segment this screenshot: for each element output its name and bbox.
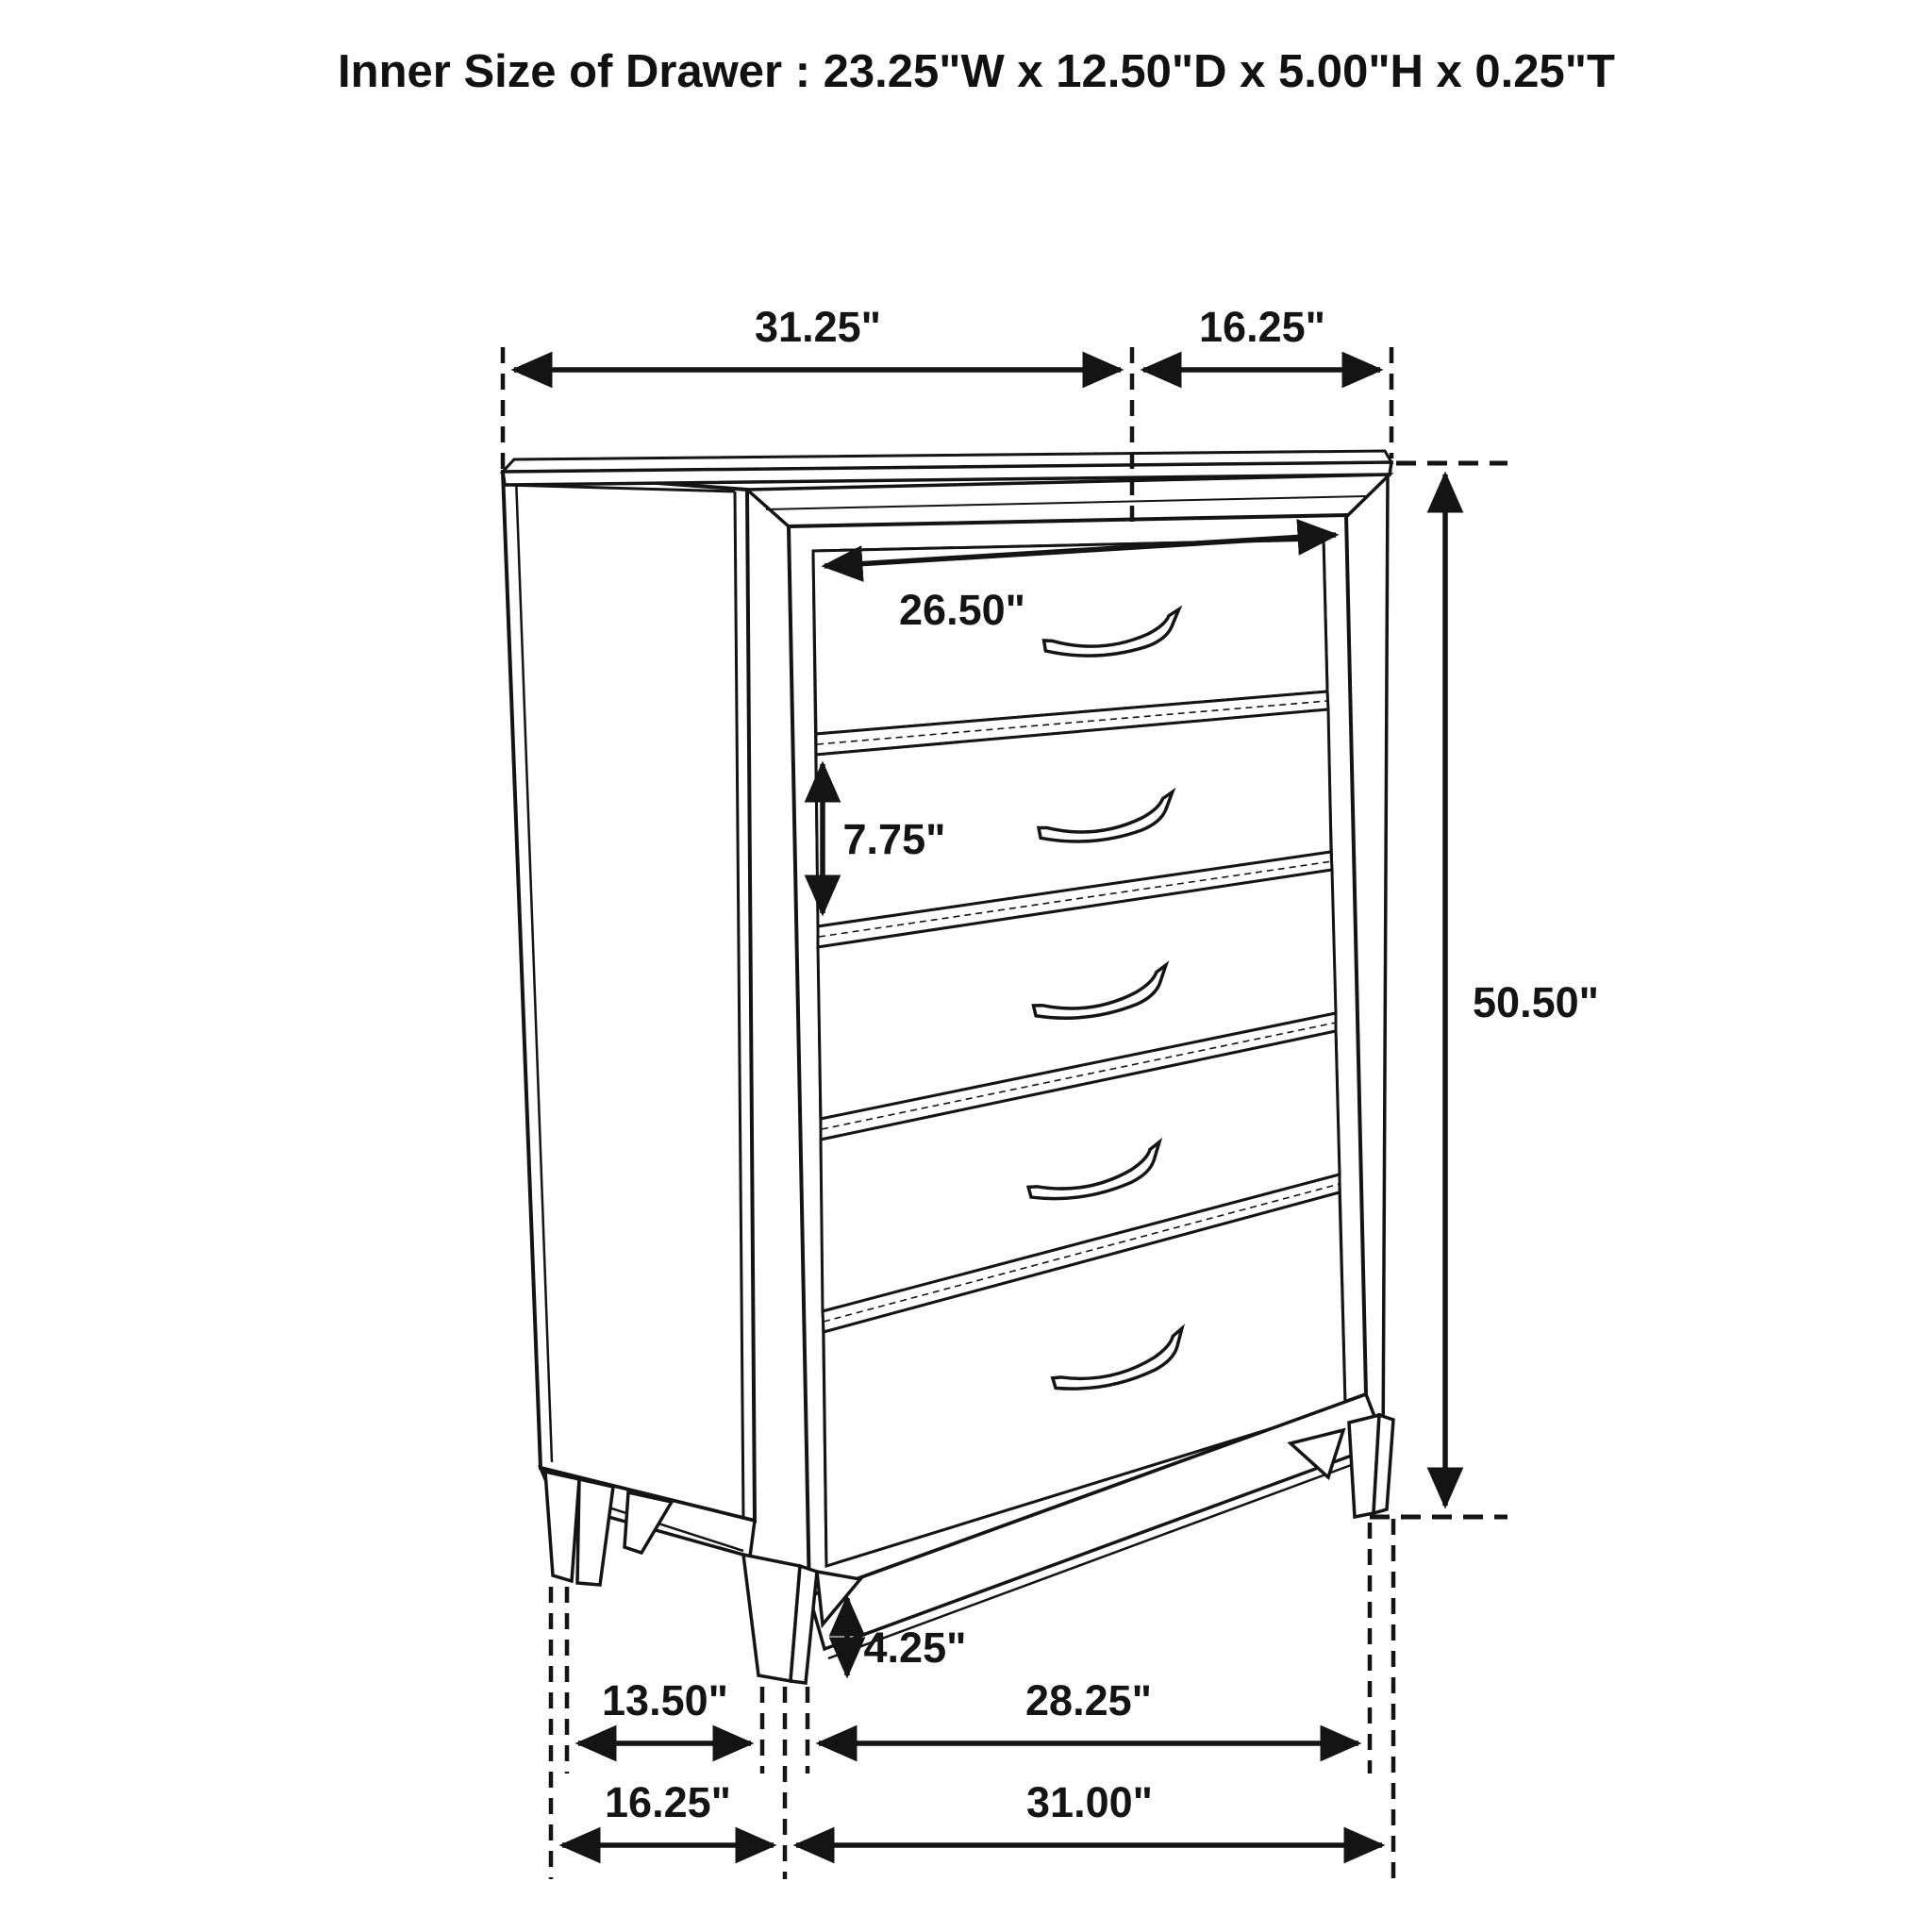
dim-label-bottom-front-width: 31.00" [1026,1778,1153,1826]
dim-label-top-width: 31.25" [755,303,881,351]
dim-label-leg-height: 4.25" [863,1624,967,1672]
chest-drawing [503,451,1393,1683]
dim-label-bottom-depth: 16.25" [605,1778,731,1826]
dim-label-top-depth: 16.25" [1199,303,1325,351]
dim-label-bottom-left-inner: 13.50" [602,1676,728,1724]
side-panel [503,472,755,1521]
dim-label-drawer-height: 7.75" [842,815,946,863]
dim-label-drawer-width: 26.50" [899,586,1025,634]
page-title: Inner Size of Drawer : 23.25"W x 12.50"D x 5.00"H x 0.25"T [338,46,1615,97]
dim-label-bottom-front-inner: 28.25" [1025,1676,1152,1724]
drawer-stack [813,540,1345,1566]
dim-label-overall-height: 50.50" [1473,978,1599,1026]
